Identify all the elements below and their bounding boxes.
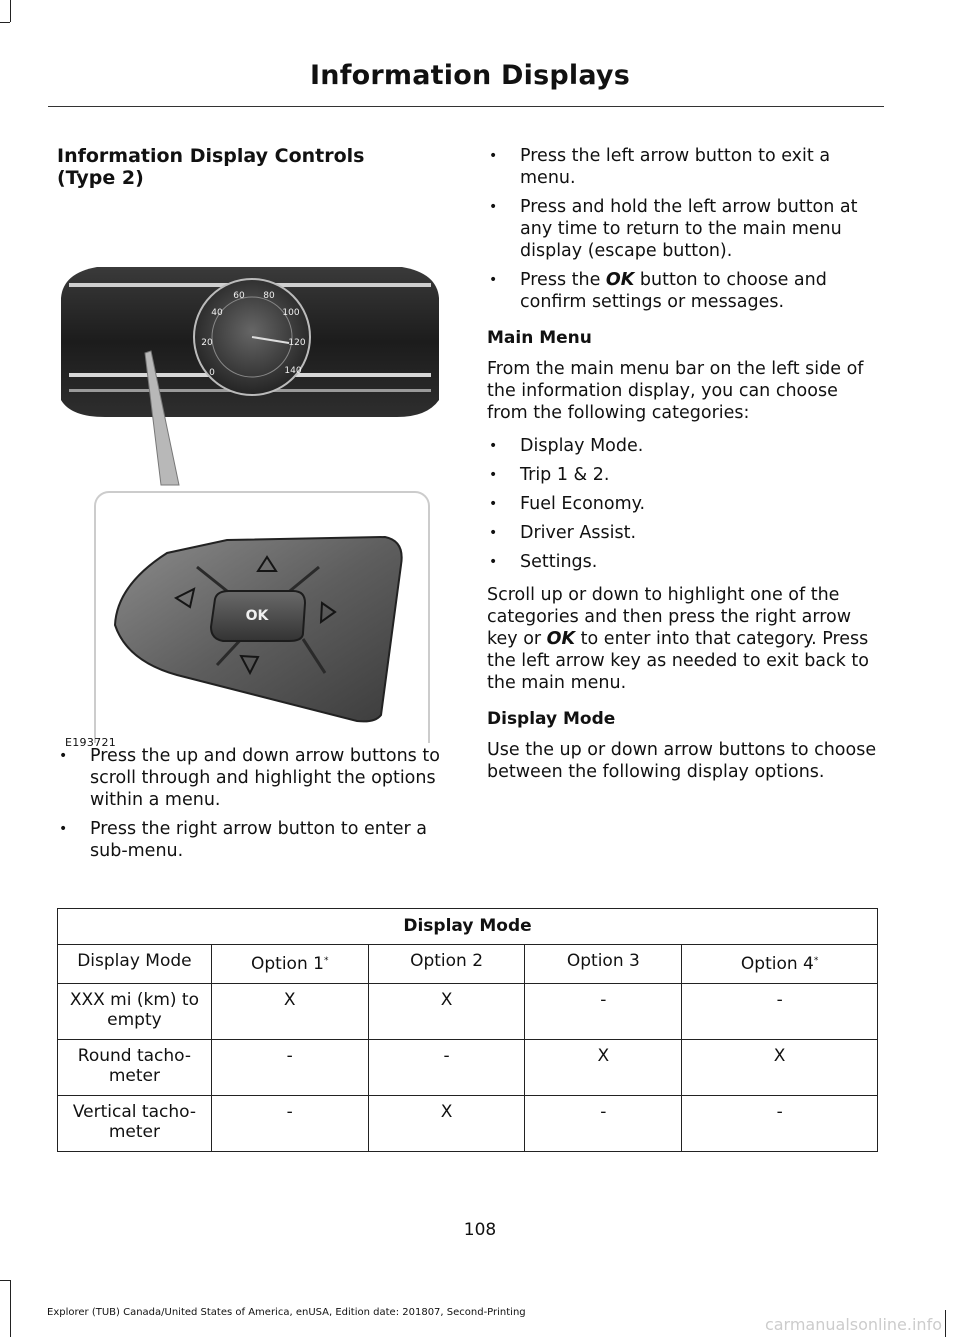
header-text: Option 1 [251,954,324,974]
crop-mark-bottom-left-v [10,1280,11,1337]
menu-category: • Fuel Economy. [487,493,883,515]
table-cell: - [525,984,682,1040]
table-row [58,1040,878,1096]
bullet-item: • Press the left arrow button to exit a menu. [487,145,883,189]
table-header-cell [211,945,368,984]
bullet-item: • Press and hold the left arrow button at any time to return to the main menu display (escape button). [487,196,883,262]
table-cell: - [525,1096,682,1152]
right-column [487,145,883,794]
table-cell: X [368,1096,525,1152]
table-cell: Round tacho-meter [58,1040,212,1096]
scroll-instructions [487,584,883,694]
gauge-label-100: 100 [282,308,300,318]
gauge-label-140: 140 [284,366,302,376]
table-cell: - [682,1096,878,1152]
text-run: button to choose and confirm settings or messages. [520,270,827,312]
table-cell: - [368,1040,525,1096]
footnote-marker: * [323,956,329,966]
display-mode-table [57,908,878,1152]
header-rule [48,106,884,107]
table-cell: X [368,984,525,1040]
gauge-label-0: 0 [209,368,215,378]
table-row [58,984,878,1040]
text-run: to enter into that category. Press the left arrow key as needed to exit back to the main menu. [487,629,869,693]
table-row [58,1096,878,1152]
menu-category: • Driver Assist. [487,522,883,544]
gauge-label-80: 80 [263,291,275,301]
bullet-item: • Press the up and down arrow buttons to scroll through and highlight the options within a menu. [57,745,449,811]
table-cell: XXX mi (km) to empty [58,984,212,1040]
ok-button-label: OK [245,608,269,624]
footnote-marker: * [813,956,819,966]
table-cell: X [211,984,368,1040]
gauge-label-20: 20 [201,338,213,348]
table-cell: - [211,1096,368,1152]
main-menu-heading: Main Menu [487,328,592,348]
crop-mark-bottom-right-v [945,1310,946,1337]
table-header-cell: Option 2 [368,945,525,984]
display-mode-body: Use the up or down arrow buttons to choose between the following display options. [487,740,877,782]
display-mode-heading: Display Mode [487,709,616,729]
gauge-label-40: 40 [211,308,223,318]
page-header-title: Information Displays [310,60,630,91]
table-cell: X [525,1040,682,1096]
controls-figure [57,195,442,749]
gauge-label-120: 120 [288,338,306,348]
table-caption: Display Mode [58,909,878,945]
left-column [57,145,442,749]
text-run: Press the [520,270,606,290]
figure-code: E193721 [65,736,117,749]
header-text: Option 4 [740,954,814,974]
menu-category: • Trip 1 & 2. [487,464,883,486]
table-header-cell [682,945,878,984]
watermark: carmanualsonline.info [764,1315,942,1334]
table-caption-row [58,909,878,945]
left-bullet-list [57,745,449,869]
table-cell: X [682,1040,878,1096]
edition-footer: Explorer (TUB) Canada/United States of America, enUSA, Edition date: 201807, Second-Printing [47,1307,526,1318]
table-header-cell: Option 3 [525,945,682,984]
bullet-item: • Press the right arrow button to enter a sub-menu. [57,818,449,862]
page-number: 108 [463,1220,497,1240]
menu-category: • Settings. [487,551,883,573]
table-cell: - [682,984,878,1040]
right-bullet-list [487,145,883,313]
cluster-and-switch-illustration [57,195,442,743]
gauge-label-60: 60 [233,291,245,301]
ok-keyword: OK [605,270,635,290]
ok-keyword: OK [546,629,576,649]
menu-category: • Display Mode. [487,435,883,457]
section-heading: Information Display Controls (Type 2) [57,145,365,189]
table-header-cell: Display Mode [58,945,212,984]
bullet-item-ok [487,269,883,313]
table-cell: Vertical tacho-meter [58,1096,212,1152]
main-menu-intro: From the main menu bar on the left side of the information display, you can choose from the following categories: [487,359,864,423]
crop-mark-bottom-left-h [0,1280,10,1281]
text-run: Scroll up or down to highlight one of the categories and then press the right arrow key or [487,585,852,649]
table-cell: - [211,1040,368,1096]
crop-mark-top-left-h [0,22,10,23]
crop-mark-top-left-v [10,0,11,22]
table-header-row [58,945,878,984]
main-menu-list [487,435,883,573]
